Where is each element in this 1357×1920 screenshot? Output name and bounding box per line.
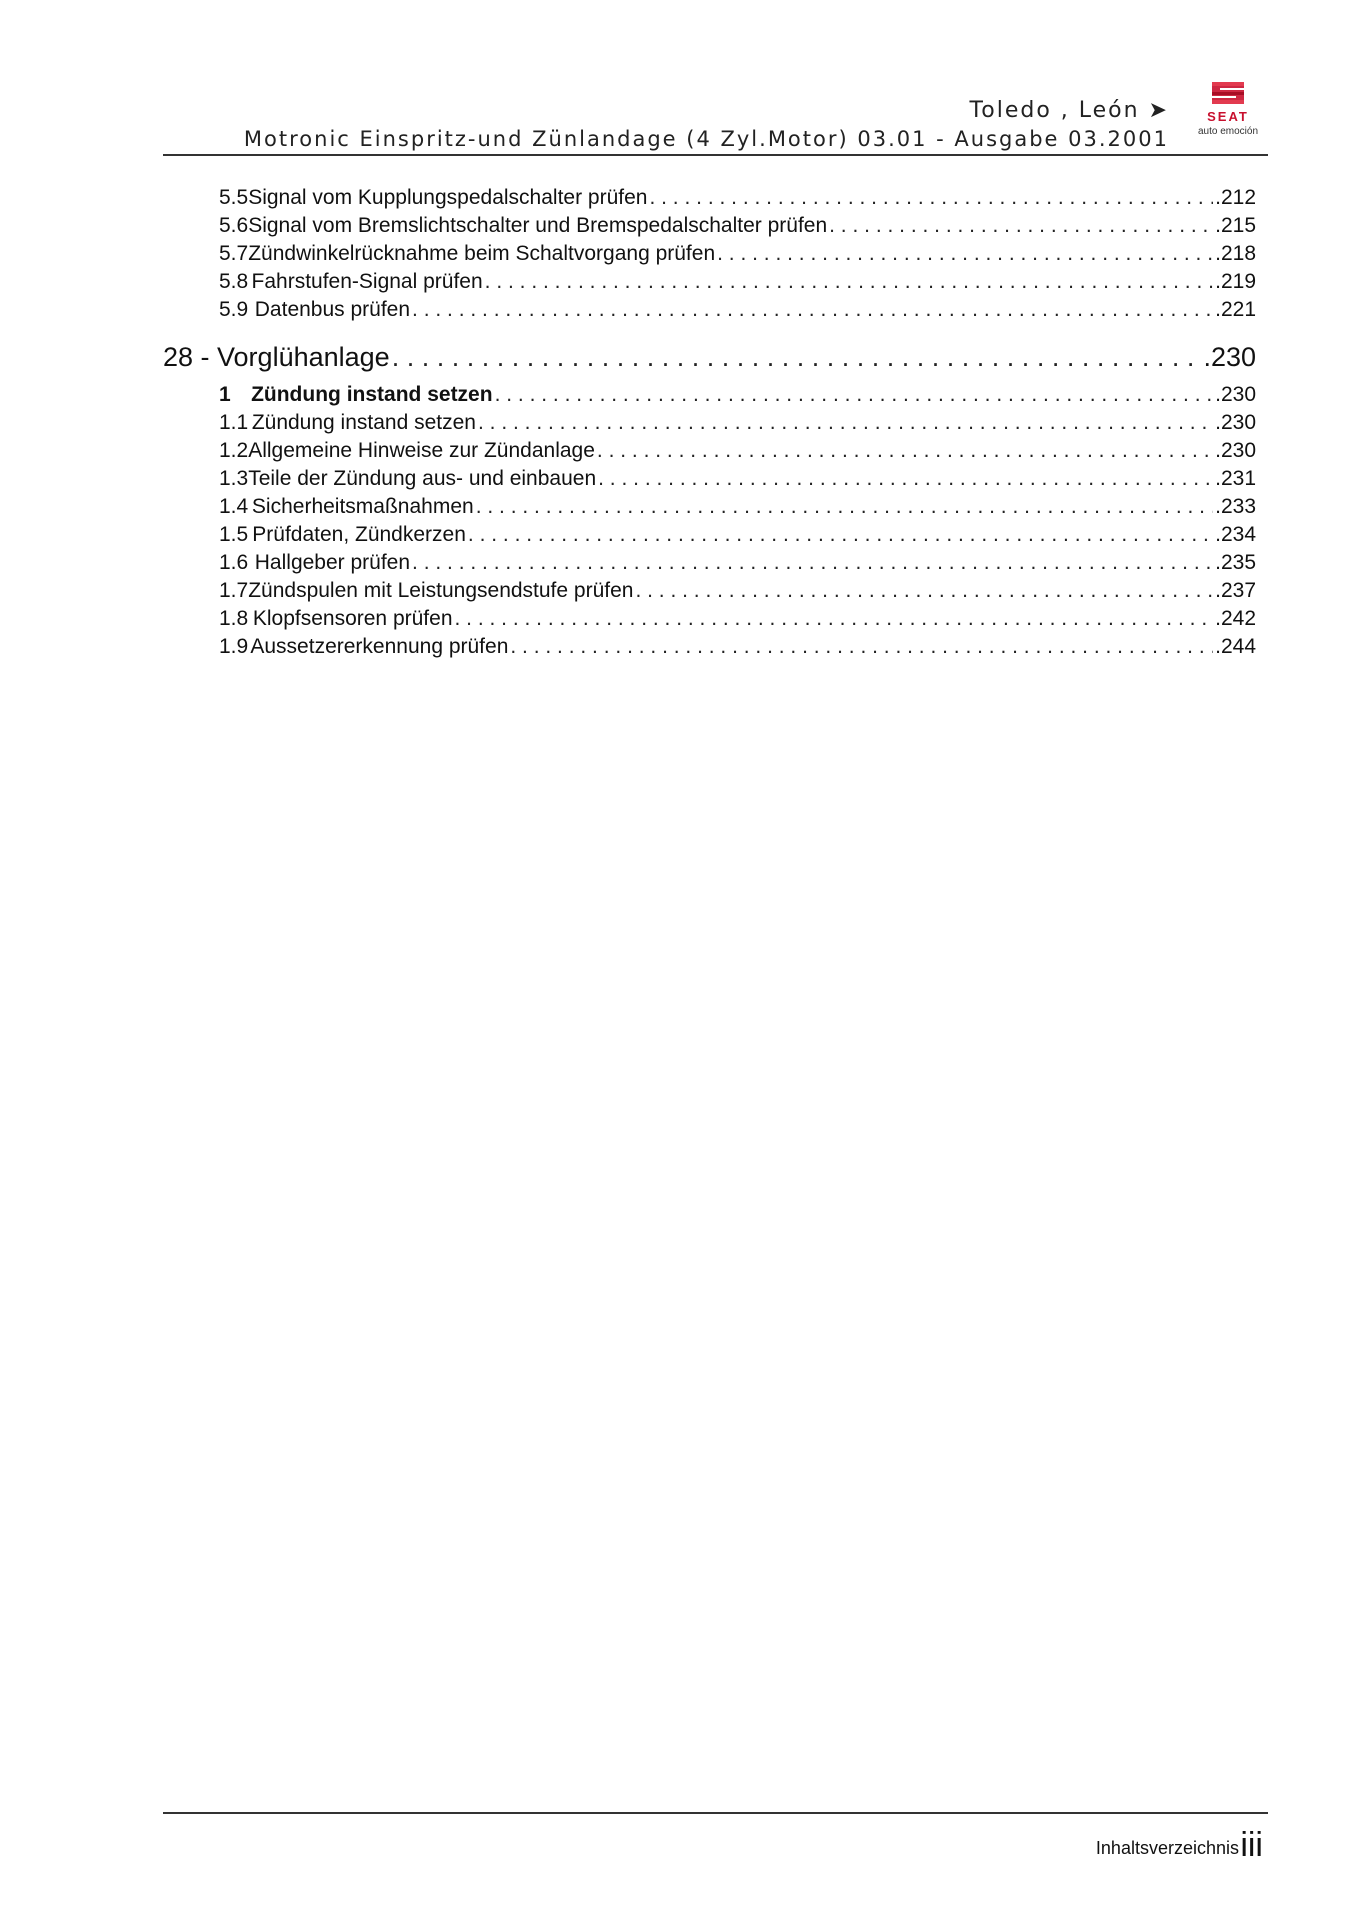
- toc-entry-number: 1.4: [219, 495, 249, 518]
- dot-leader: [510, 635, 1213, 659]
- dot-leader: [597, 439, 1213, 463]
- toc-entry-1-7[interactable]: [163, 579, 1256, 607]
- toc-section-page: .230: [1215, 383, 1256, 406]
- toc-entry-number: 1.8: [219, 607, 249, 630]
- dot-leader: [455, 607, 1214, 631]
- dot-leader: [717, 242, 1213, 266]
- toc-entry-1-4[interactable]: [163, 495, 1256, 523]
- toc-entry-number: 1.5: [219, 523, 249, 546]
- header-subtitle: Motronic Einspritz-und Zünlandage (4 Zyl.Motor) 03.01 - Ausgabe 03.2001: [243, 127, 1169, 151]
- toc-entry-page: .212: [1215, 186, 1256, 209]
- dot-leader: [468, 523, 1213, 547]
- dot-leader: [478, 411, 1213, 435]
- toc-entry-1-2[interactable]: [163, 439, 1256, 467]
- dot-leader: [495, 383, 1214, 407]
- toc-entry-title: Teile der Zündung aus- und einbauen: [248, 467, 597, 490]
- toc-entry-number: 5.6: [219, 214, 249, 237]
- toc-entry-title: Zündung instand setzen: [251, 411, 476, 434]
- toc-entry-1-8[interactable]: [163, 607, 1256, 635]
- toc-entry-title: Zündspulen mit Leistungsendstufe prüfen: [248, 579, 634, 602]
- toc-entry-5-6[interactable]: [163, 214, 1256, 242]
- toc-entry-1-3[interactable]: [163, 467, 1256, 495]
- toc-entry-1-9[interactable]: [163, 635, 1256, 663]
- dot-leader: [635, 579, 1213, 603]
- logo-text: SEAT: [1207, 109, 1249, 124]
- toc-entry-number: 1.7: [219, 579, 249, 602]
- toc-entry-title: Datenbus prüfen: [254, 298, 411, 321]
- toc-entry-5-8[interactable]: [163, 270, 1256, 298]
- dot-leader: [412, 551, 1213, 575]
- footer-page-number: iii: [1240, 1826, 1263, 1864]
- toc-entry-page: .218: [1215, 242, 1256, 265]
- toc-entry-title: Signal vom Kupplungspedalschalter prüfen: [248, 186, 648, 209]
- toc-entry-title: Allgemeine Hinweise zur Zündanlage: [248, 439, 595, 462]
- header-rule: [163, 154, 1268, 156]
- toc-entry-number: 1.9: [219, 635, 249, 658]
- seat-logo-icon: [1186, 78, 1276, 142]
- toc-chapter-title: 28 - Vorglühanlage: [163, 342, 390, 372]
- header-models: Toledo , León ➤: [969, 98, 1169, 123]
- toc-entry-number: 5.7: [219, 242, 249, 265]
- toc-entry-page: .221: [1215, 298, 1256, 321]
- toc-entry-page: .234: [1215, 523, 1256, 546]
- toc-entry-number: 1.6: [219, 551, 249, 574]
- dot-leader: [598, 467, 1213, 491]
- toc-entry-1-1[interactable]: [163, 411, 1256, 439]
- seat-logo: [1186, 78, 1276, 142]
- toc-entry-number: 1.3: [219, 467, 249, 490]
- dot-leader: [649, 186, 1213, 210]
- toc-entry-title: Signal vom Bremslichtschalter und Bremspedalschalter prüfen: [248, 214, 828, 237]
- dot-leader: [476, 495, 1213, 519]
- toc-entry-title: Fahrstufen-Signal prüfen: [251, 270, 483, 293]
- toc-entry-page: .215: [1215, 214, 1256, 237]
- toc-entry-number: 5.8: [219, 270, 249, 293]
- logo-tagline: auto emoción: [1197, 126, 1259, 137]
- toc-section-1[interactable]: [163, 383, 1256, 407]
- toc-entry-title: Prüfdaten, Zündkerzen: [252, 523, 466, 546]
- toc-entry-5-5[interactable]: [163, 186, 1256, 214]
- dot-leader: [412, 298, 1213, 322]
- toc-entry-page: .233: [1215, 495, 1256, 518]
- footer-rule: [163, 1812, 1268, 1814]
- toc-entry-1-6[interactable]: [163, 551, 1256, 579]
- toc-entry-page: .231: [1215, 467, 1256, 490]
- dot-leader: [829, 214, 1213, 238]
- toc-entry-number: 1.1: [219, 411, 249, 434]
- toc-entry-page: .230: [1215, 439, 1256, 462]
- toc-chapter-28[interactable]: [163, 342, 1256, 373]
- toc-entry-5-9[interactable]: [163, 298, 1256, 326]
- toc-entry-page: .237: [1215, 579, 1256, 602]
- toc-entry-number: 1.2: [219, 439, 249, 462]
- toc-entry-page: .219: [1215, 270, 1256, 293]
- toc-entry-page: .242: [1215, 607, 1256, 630]
- toc-entry-title: Klopfsensoren prüfen: [252, 607, 453, 630]
- toc-section-title: Zündung instand setzen: [251, 383, 493, 406]
- toc-entry-5-7[interactable]: [163, 242, 1256, 270]
- toc-section-number: 1: [219, 383, 231, 406]
- toc-entry-page: .235: [1215, 551, 1256, 574]
- toc-entry-number: 5.9: [219, 298, 249, 321]
- toc-entry-title: Sicherheitsmaßnahmen: [251, 495, 474, 518]
- toc-entry-number: 5.5: [219, 186, 249, 209]
- toc-entry-title: Zündwinkelrücknahme beim Schaltvorgang prüfen: [248, 242, 716, 265]
- toc-entry-page: .230: [1215, 411, 1256, 434]
- dot-leader: [392, 342, 1202, 373]
- toc-entry-page: .244: [1215, 635, 1256, 658]
- toc-entry-1-5[interactable]: [163, 523, 1256, 551]
- toc-entry-title: Aussetzererkennung prüfen: [250, 635, 509, 658]
- dot-leader: [485, 270, 1213, 294]
- toc-chapter-page: .230: [1203, 342, 1256, 372]
- footer-section-label: Inhaltsverzeichnis: [1095, 1838, 1239, 1858]
- toc-entry-title: Hallgeber prüfen: [254, 551, 411, 574]
